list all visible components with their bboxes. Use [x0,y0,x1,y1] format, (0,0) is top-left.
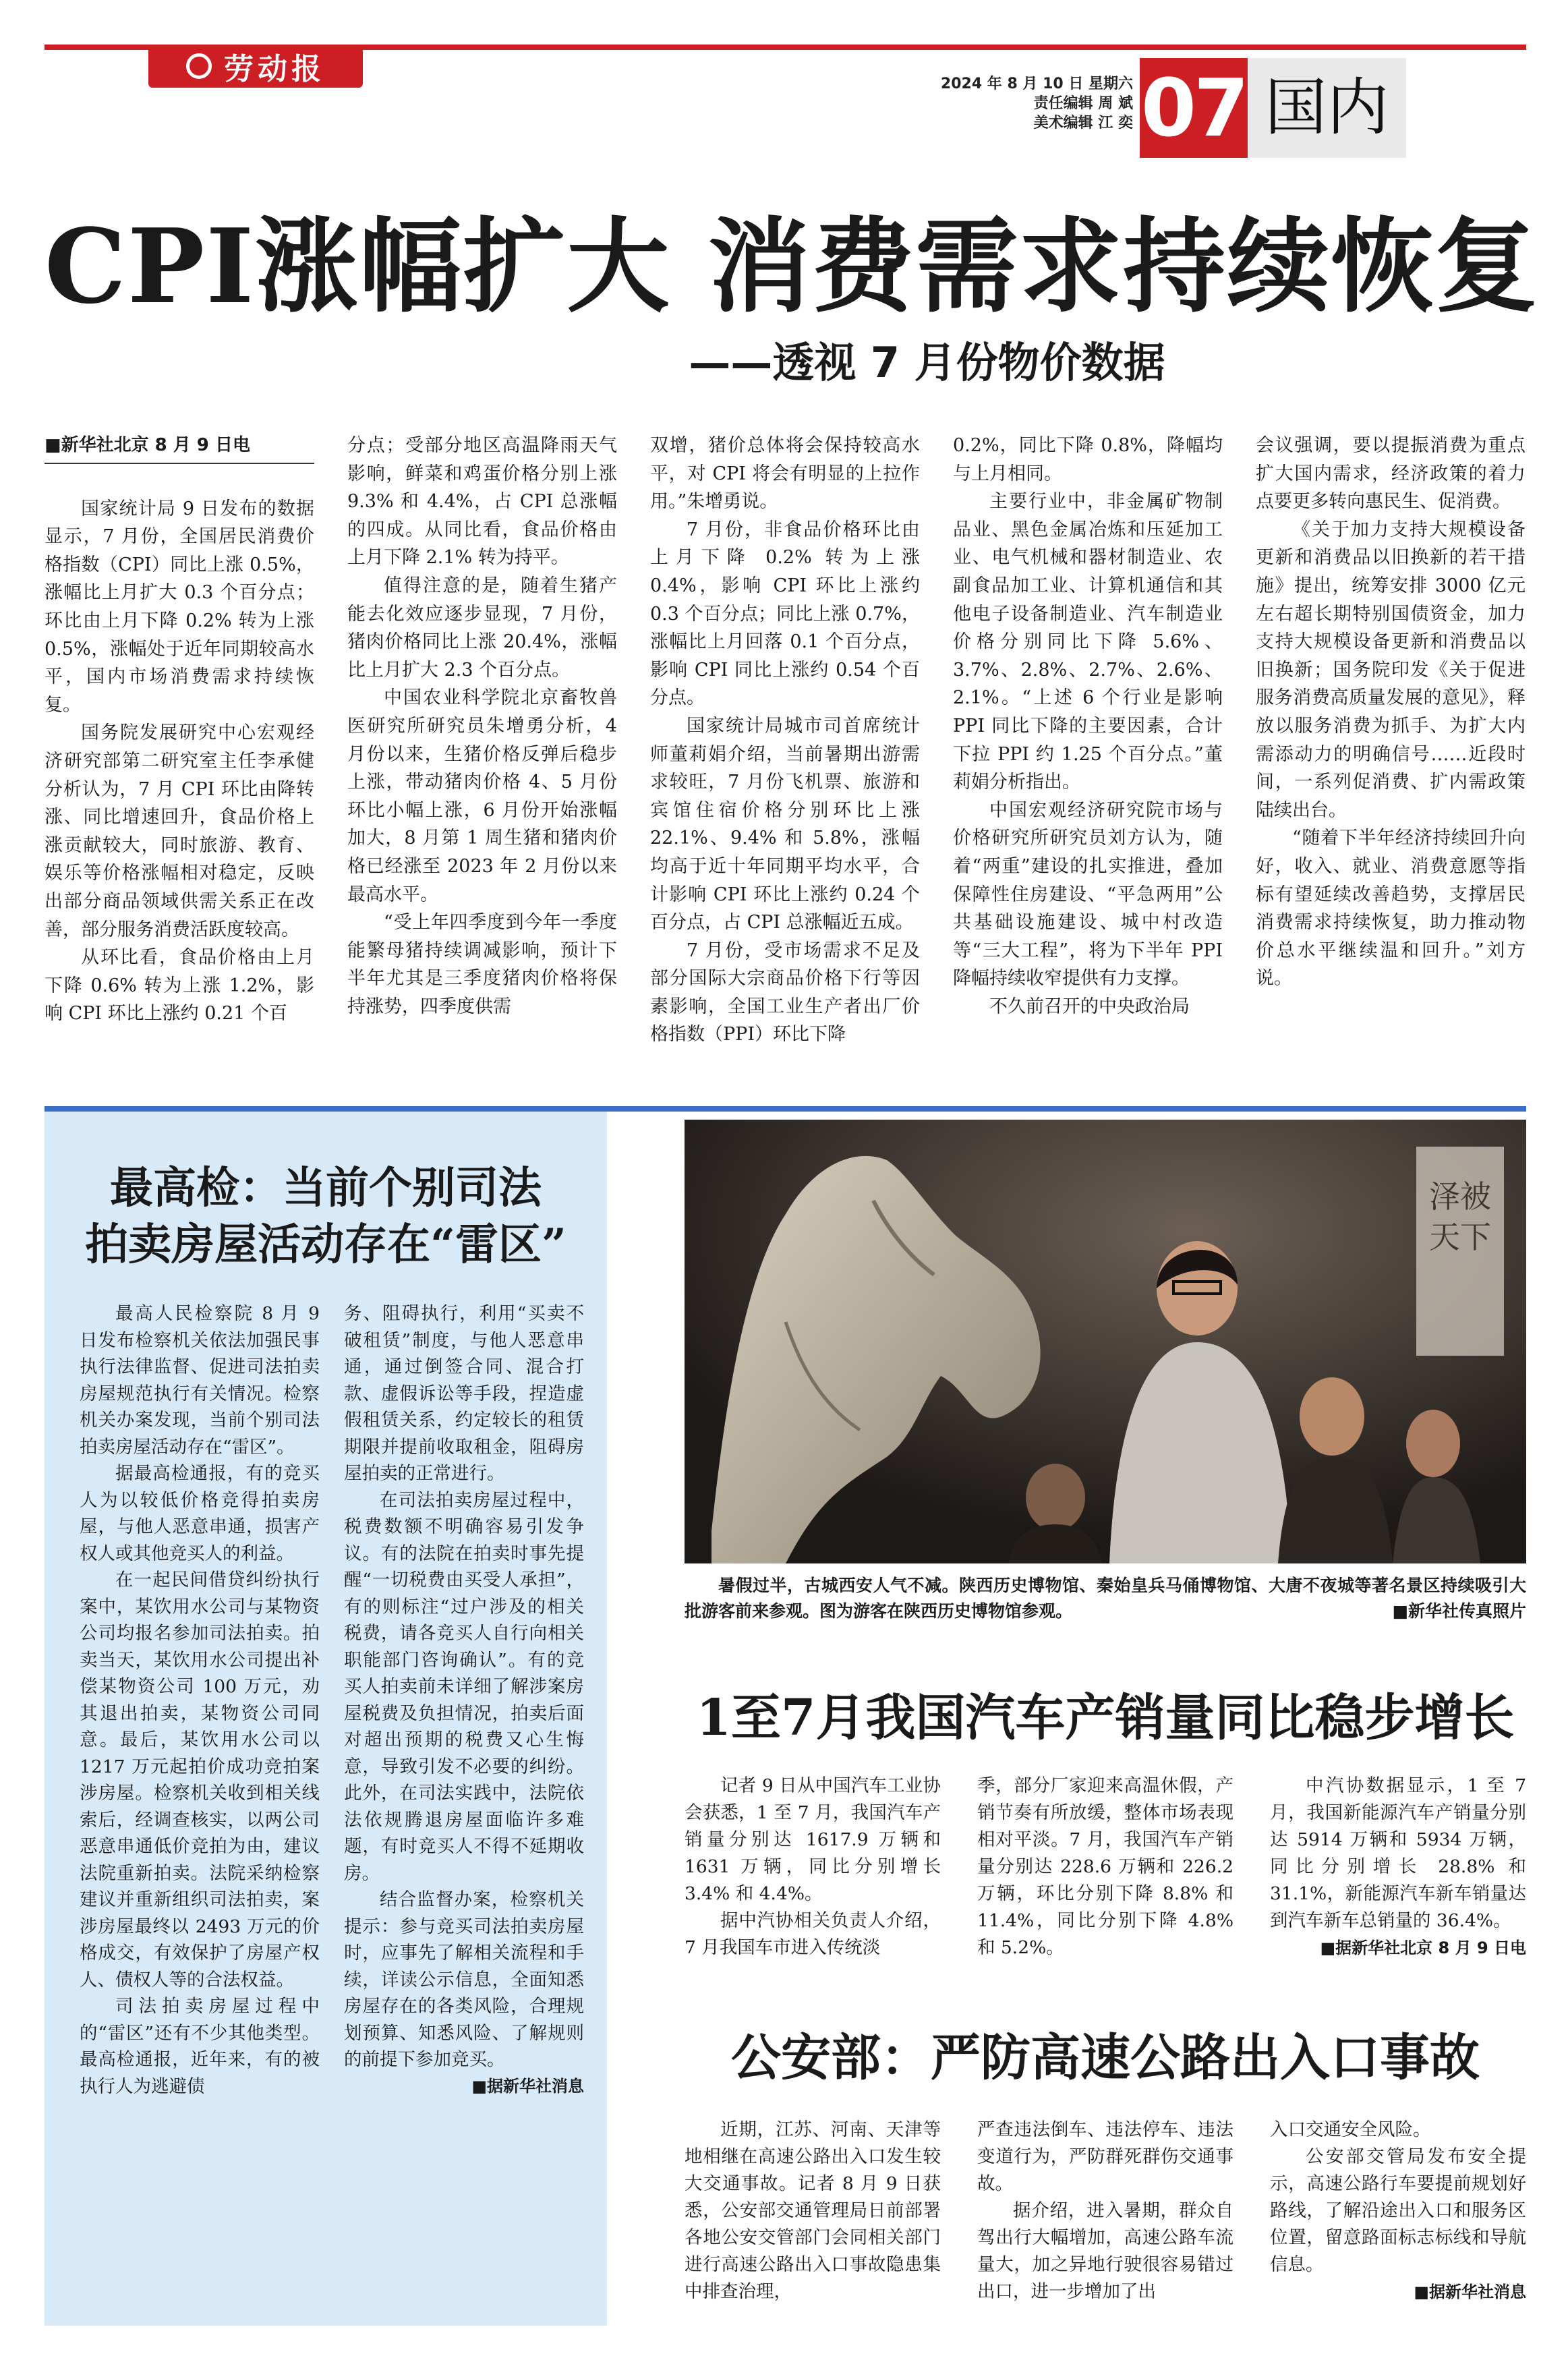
paragraph: 不久前召开的中央政治局 [989,996,1190,1017]
police-column-3 [1270,2117,1526,2339]
lead-column-3 [650,432,920,1052]
police-source: ■据新华社消息 [1414,2282,1526,2301]
paragraph: 中汽协数据显示，1 至 7 月，我国新能源汽车产销量分别达 5914 万辆和 5934 万辆，同比分别增长 28.8% 和 31.1%，新能源汽车新车销量达到汽车新车总销量的 36.4%。 [1270,1775,1526,1931]
box-column-2 [344,1300,584,2299]
car-column-1 [685,1773,941,2009]
paragraph: 严查违法倒车、违法停车、违法变道行为，严防群死群伤交通事故。 [977,2119,1233,2194]
photo-credit: ■新华社传真照片 [1392,1601,1526,1621]
paragraph: 国家统计局城市司首席统计师董莉娟介绍，当前暑期出游需求较旺，7 月份飞机票、旅游和宾馆住宿价格分别环比上涨 22.1%、9.4% 和 5.8%，涨幅均高于近十年同期平均水平，合计影响 CPI 环比上涨约 0.24 个百分点，占 CPI 总涨幅近五成。 [650,715,920,933]
paragraph: 记者 9 日从中国汽车工业协会获悉，1 至 7 月，我国汽车产销量分别达 1617.9 万辆和 1631 万辆，同比分别增长 3.4% 和 4.4%。 [685,1775,941,1904]
paragraph: 从环比看，食品价格由上月下降 0.6% 转为上涨 1.2%，影响 CPI 环比上涨约 0.21 个百 [45,947,314,1025]
lead-headline: CPI涨幅扩大 消费需求持续恢复 [45,206,1539,326]
lead-dateline: ■新华社北京 8 月 9 日电 [45,432,314,464]
paragraph: 在司法拍卖房屋过程中，税费数额不明确容易引发争议。有的法院在拍卖时事先提醒“一切税费由买受人承担”，有的则标注“过户涉及的相关税费，请各竞买人自行向相关职能部门咨询确认”。有的竞买人拍卖前未详细了解涉案房屋税费及负担情况，拍卖后面对超出预期的税费又心生悔意，导致引发不必要的纠纷。此外，在司法实践中，法院依法依规腾退房屋面临许多难题，有时竞买人不得不延期收房。 [344,1489,584,1884]
logo-circle-icon [186,53,212,79]
paragraph: 公安部交管局发布安全提示，高速公路行车要提前规划好路线，了解沿途出入口和服务区位置，留意路面标志标线和导航信息。 [1270,2146,1526,2275]
box-headline [45,1160,607,1273]
box-source: ■据新华社消息 [471,2076,584,2096]
paragraph: 结合监督办案，检察机关提示：参与竞买司法拍卖房屋时，应事先了解相关流程和手续，详读公示信息，全面知悉房屋存在的各类风险，合理规划预算、知悉风险、了解规则的前提下参加竞买。 [344,1889,584,2070]
paragraph: 务、阻碍执行，利用“买卖不破租赁”制度，与他人恶意串通，通过倒签合同、混合打款、虚假诉讼等手段，捏造虚假租赁关系，约定较长的租赁期限并提前收取租金，阻碍房屋拍卖的正常进行。 [344,1303,584,1484]
paragraph: 0.2%，同比下降 0.8%，降幅均与上月相同。 [953,435,1223,484]
police-column-2 [977,2117,1233,2339]
paragraph: 会议强调，要以提振消费为重点扩大国内需求，经济政策的着力点要更多转向惠民生、促消费。 [1256,435,1526,513]
banner-text: 天下 [1429,1219,1491,1255]
box-column-1 [80,1300,320,2299]
paragraph: 据介绍，进入暑期，群众自驾出行大幅增加，高速公路车流量大，加之异地行驶很容易错过出口，进一步增加了出 [977,2200,1233,2302]
art-editor-line: 美术编辑 江 奕 [1033,115,1133,132]
paragraph: 7 月份，受市场需求不足及部分国际大宗商品价格下行等因素影响，全国工业生产者出厂价格指数（PPI）环比下降 [650,940,920,1045]
paragraph: 7 月份，非食品价格环比由上月下降 0.2% 转为上涨 0.4%，影响 CPI 环比上涨约 0.3 个百分点；同比上涨 0.7%，涨幅比上月回落 0.1 个百分点，影响 CPI 同比上涨约 0.54 个百分点。 [650,519,920,709]
paragraph: 近期，江苏、河南、天津等地相继在高速公路出入口发生较大交通事故。记者 8 月 9 日获悉，公安部交通管理局日前部署各地公安交管部门会同相关部门进行高速公路出入口事故隐患集中排查治理， [685,2119,941,2302]
car-column-2 [977,1773,1233,2009]
newspaper-logo [148,45,363,88]
car-column-3 [1270,1773,1526,2009]
paragraph: 据中汽协相关负责人介绍，7 月我国车市进入传统淡 [685,1910,941,1958]
paragraph: “受上年四季度到今年一季度能繁母猪持续调减影响，预计下半年尤其是三季度猪肉价格将保持涨势，四季度供需 [347,912,617,1017]
paragraph: “随着下半年经济持续回升向好，收入、就业、消费意愿等指标有望延续改善趋势，支撑居民消费需求持续恢复，助力推动物价总水平继续温和回升。”刘方说。 [1256,828,1526,989]
paragraph: 入口交通安全风险。 [1270,2119,1431,2140]
paragraph: 司法拍卖房屋过程中的“雷区”还有不少其他类型。最高检通报，近年来，有的被执行人为逃避债 [80,1996,320,2097]
section-name: 国内 [1248,58,1406,158]
photo-caption [685,1573,1526,1624]
police-headline: 公安部：严防高速公路出入口事故 [731,2029,1480,2087]
paragraph: 分点；受部分地区高温降雨天气影响，鲜菜和鸡蛋价格分别上涨 9.3% 和 4.4%，占 CPI 总涨幅的四成。从同比看，食品价格由上月下降 2.1% 转为持平。 [347,435,617,569]
paragraph: 值得注意的是，随着生猪产能去化效应逐步显现，7 月份，猪肉价格同比上涨 20.4%，涨幅比上月扩大 2.3 个百分点。 [347,575,617,681]
lead-column-5 [1256,432,1526,1052]
paragraph: 《关于加力支持大规模设备更新和消费品以旧换新的若干措施》提出，统筹安排 3000 亿元左右超长期特别国债资金，加力支持大规模设备更新和消费品以旧换新；国务院印发《关于促进服务消费高质量发展的意见》，释放以服务消费为抓手、为扩大内需添动力的明确信号……近段时间，一系列促消费、扩内需政策陆续出台。 [1256,519,1526,821]
paragraph: 最高人民检察院 8 月 9 日发布检察机关依法加强民事执行法律监督、促进司法拍卖房屋规范执行有关情况。检察机关办案发现，当前个别司法拍卖房屋活动存在“雷区”。 [80,1303,320,1458]
lead-column-1 [45,432,314,1052]
paragraph: 国家统计局 9 日发布的数据显示，7 月份，全国居民消费价格指数（CPI）同比上涨 0.5%，涨幅比上月扩大 0.3 个百分点；环比由上月下降 0.2% 转为上涨 0.5%，涨幅处于近年同期较高水平，国内市场消费需求持续恢复。 [45,498,314,716]
issue-date: 2024 年 8 月 10 日 星期六 [940,76,1133,92]
police-column-1 [685,2117,941,2339]
issue-meta [931,74,1133,133]
lead-subheadline: ——透视 7 月份物价数据 [689,338,1165,387]
banner-text: 泽被 [1429,1178,1491,1215]
paragraph: 主要行业中，非金属矿物制品业、黑色金属冶炼和压延加工业、电气机械和器材制造业、农副食品加工业、计算机通信和其他电子设备制造业、汽车制造业价格分别同比下降 5.6%、3.7%、2.8%、2.7%、2.6%、2.1%。“上述 6 个行业是影响 PPI 同比下降的主要因素，合计下拉 PPI 约 1.25 个百分点。”董莉娟分析指出。 [953,491,1223,793]
paragraph: 在一起民间借贷纠纷执行案中，某饮用水公司与某物资公司均报名参加司法拍卖。拍卖当天，某饮用水公司提出补偿某物资公司 100 万元，劝其退出拍卖，某物资公司同意。最后，某饮用水公司以 1217 万元起拍价成功竞拍案涉房屋。检察机关收到相关线索后，经调查核实，以两公司恶意串通低价竞拍为由，建议法院重新拍卖。法院采纳检察建议并重新组织司法拍卖，案涉房屋最终以 2493 万元的价格成交，有效保护了房屋产权人、债权人等的合法权益。 [80,1570,320,1990]
section-divider [45,1106,1526,1112]
paragraph: 双增，猪价总体将会保持较高水平，对 CPI 将会有明显的上拉作用。”朱增勇说。 [650,435,920,513]
museum-photo-illustration [685,1120,1526,1563]
box-headline-line: 最高检：当前个别司法 [110,1163,542,1213]
lead-column-4 [953,432,1223,1052]
paragraph: 季，部分厂家迎来高温休假，产销节奏有所放缓，整体市场表现相对平淡。7 月，我国汽车产销量分别达 228.6 万辆和 226.2 万辆，环比分别下降 8.8% 和 11.4%，同比分别下降 4.8% 和 5.2%。 [977,1775,1233,1958]
paragraph: 据最高检通报，有的竞买人为以较低价格竞得拍卖房屋，与他人恶意串通，损害产权人或其他竞买人的利益。 [80,1463,320,1564]
news-photo [685,1120,1526,1563]
caption-text: 暑假过半，古城西安人气不减。陕西历史博物馆、秦始皇兵马俑博物馆、大唐不夜城等著名景区持续吸引大批游客前来参观。图为游客在陕西历史博物馆参观。 [685,1576,1526,1621]
box-headline-line: 拍卖房屋活动存在“雷区” [85,1219,567,1270]
logo-text: 劳动报 [224,52,325,86]
page-number: 07 [1140,58,1248,158]
lead-column-2 [347,432,617,1052]
paragraph: 国务院发展研究中心宏观经济研究部第二研究室主任李承健分析认为，7 月 CPI 环比由降转涨、同比增速回升，食品价格上涨贡献较大，同时旅游、教育、娱乐等价格涨幅相对稳定，反映出部分商品领域供需关系正在改善，部分服务消费活跃度较高。 [45,722,314,940]
car-source: ■据新华社北京 8 月 9 日电 [1320,1938,1526,1957]
editor-line: 责任编辑 周 斌 [1033,95,1133,112]
paragraph: 中国宏观经济研究院市场与价格研究所研究员刘方认为，随着“两重”建设的扎实推进，叠加保障性住房建设、“平急两用”公共基础设施建设、城中村改造等“三大工程”，将为下半年 PPI 降幅持续收窄提供有力支撑。 [953,799,1223,989]
car-headline: 1至7月我国汽车产销量同比稳步增长 [696,1689,1515,1747]
paragraph: 中国农业科学院北京畜牧兽医研究所研究员朱增勇分析，4 月份以来，生猪价格反弹后稳步上涨，带动猪肉价格 4、5 月份环比小幅上涨，6 月份开始涨幅加大，8 月第 1 周生猪和猪肉价格已经涨至 2023 年 2 月份以来最高水平。 [347,687,617,905]
